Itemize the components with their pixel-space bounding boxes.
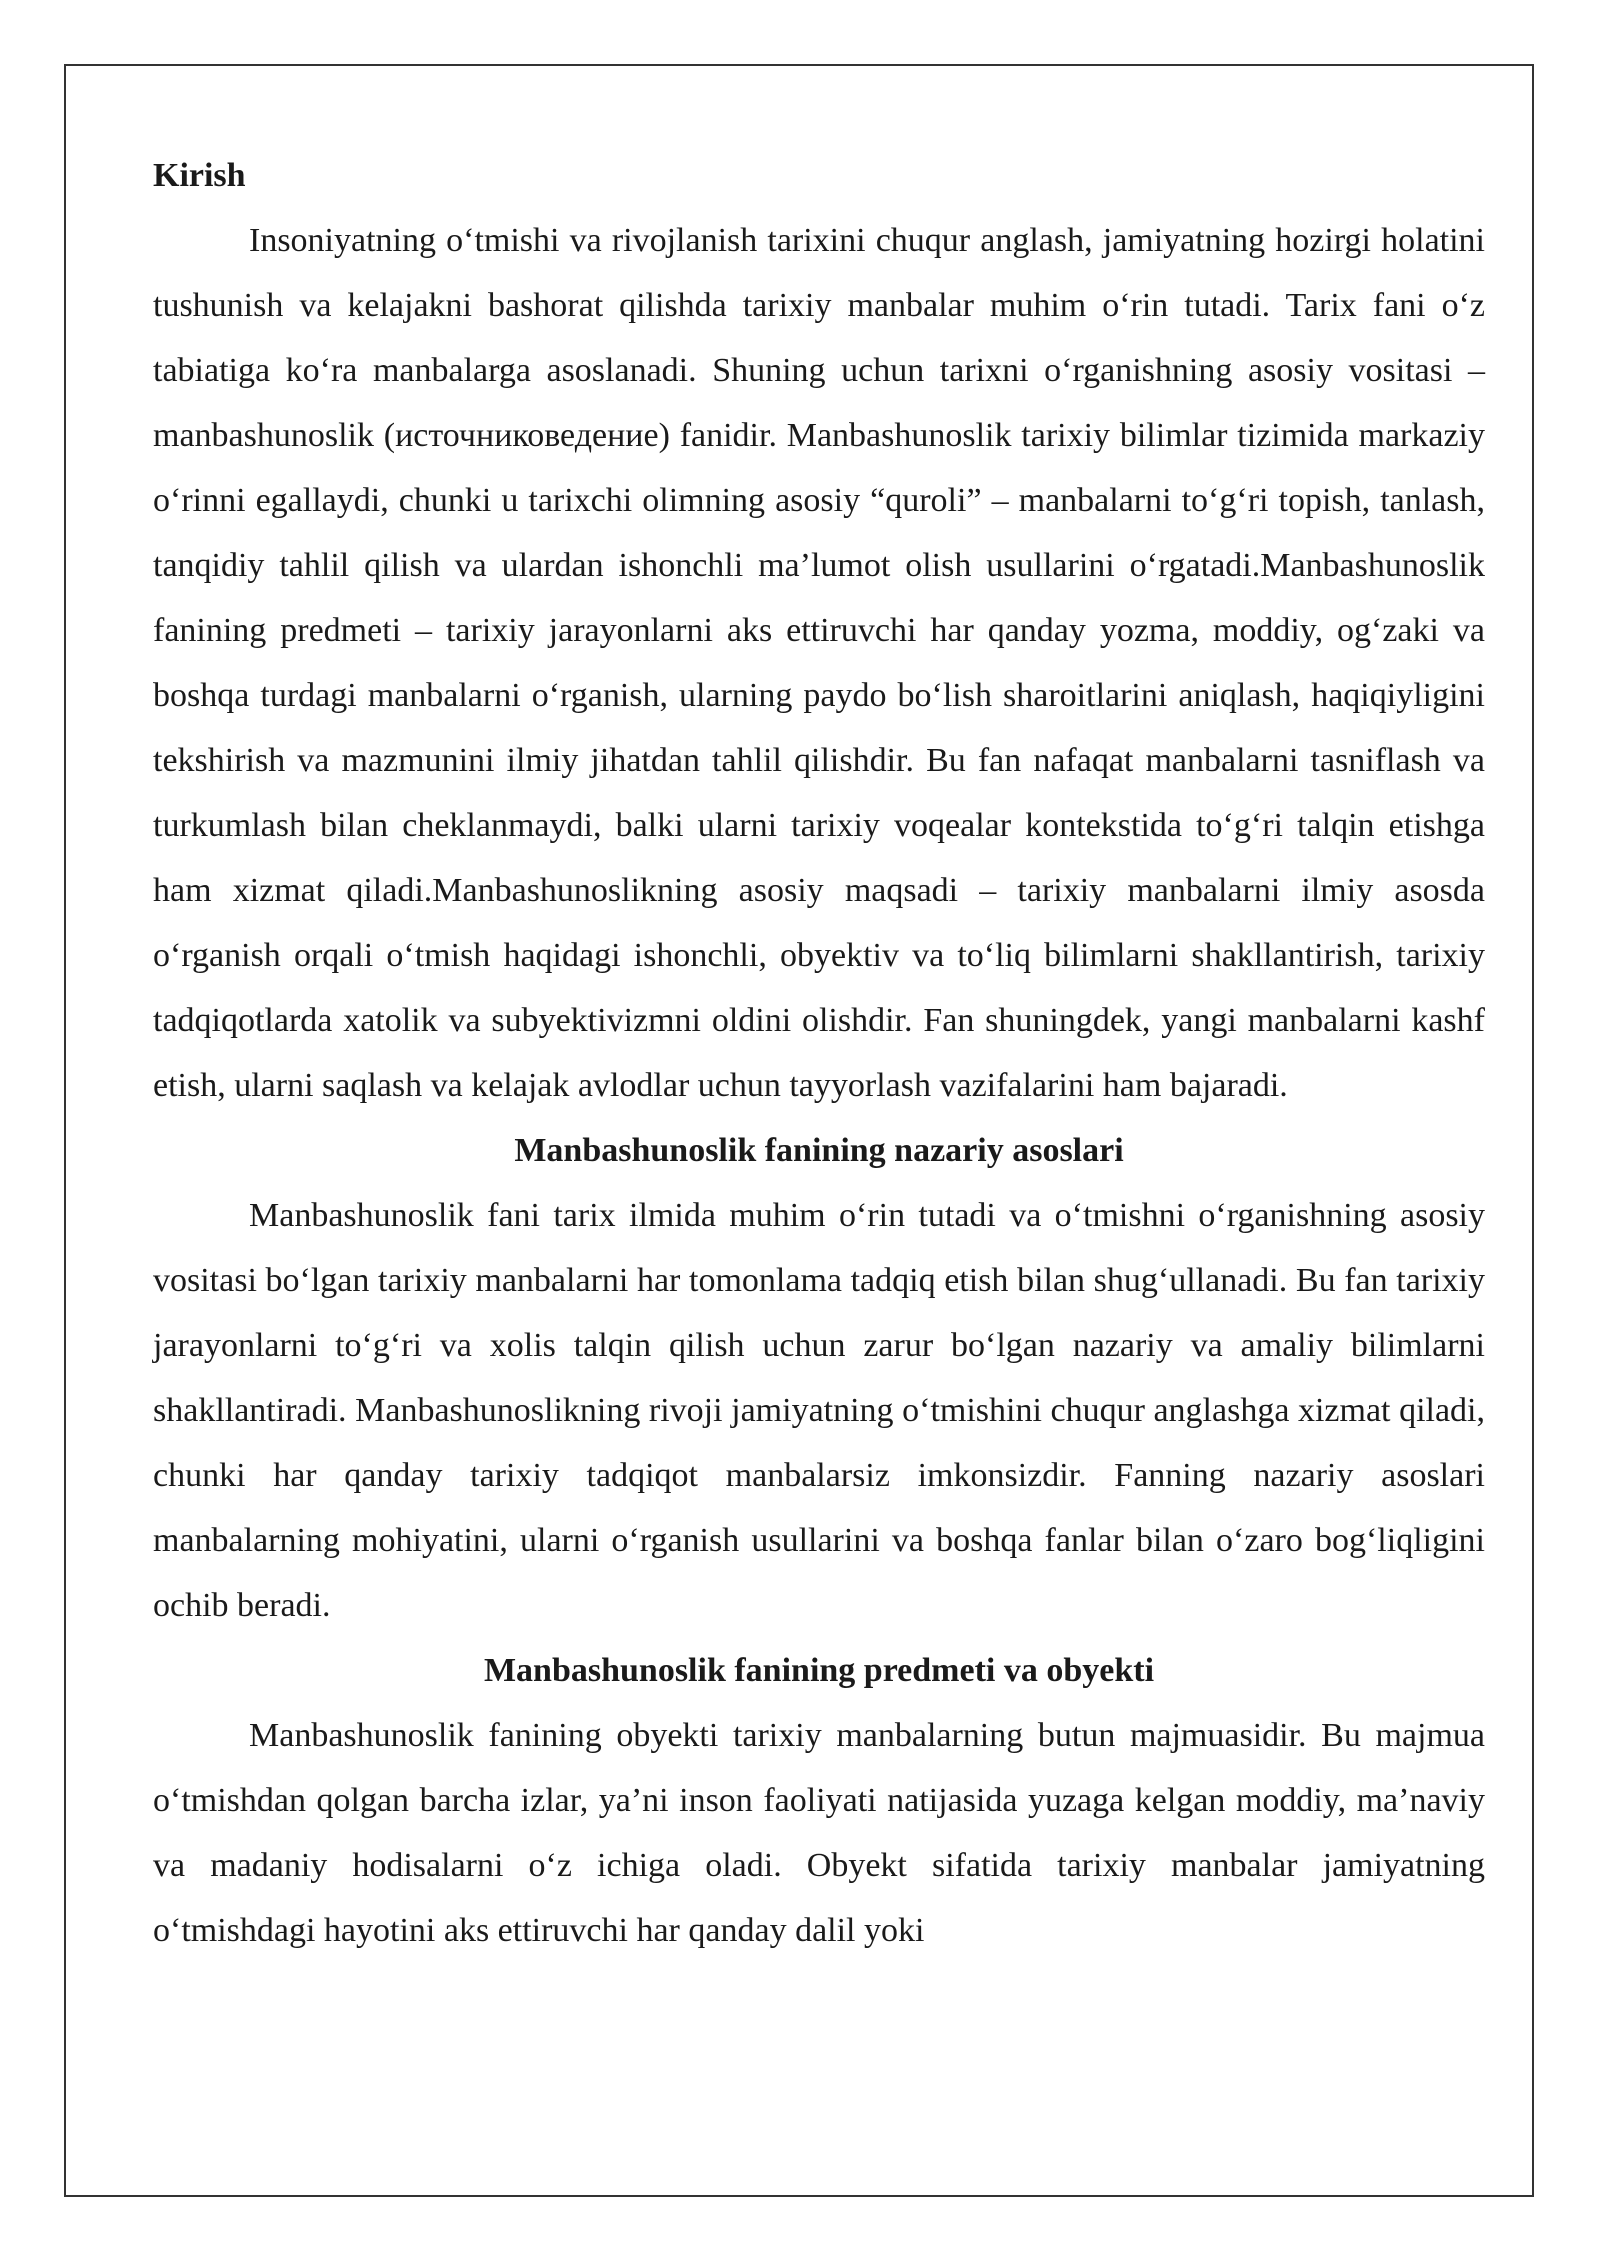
- intro-heading: Kirish: [153, 157, 246, 194]
- section-heading-theory: Manbashunoslik fanining nazariy asoslari: [514, 1132, 1124, 1169]
- intro-paragraph: Insoniyatning o‘tmishi va rivojlanish tarixini chuqur anglash, jamiyatning hozirgi holatini tushunish va kelajakni bashorat qilishda tarixiy manbalar muhim o‘rin tutadi. Tarix fani o‘z tabiatiga ko‘ra manbalarga asoslanadi. Shuning uchun tarixni o‘rganishning asosiy vositasi – manbashunoslik (источниковедение) fanidir. Manbashunoslik tarixiy bilimlar tizimida markaziy o‘rinni egallaydi, chunki u tarixchi olimning asosiy “quroli” – manbalarni to‘g‘ri topish, tanlash, tanqidiy tahlil qilish va ulardan ishonchli ma’lumot olish usullarini o‘rgatadi.Manbashunoslik fanining predmeti – tarixiy jarayonlarni aks ettiruvchi har qanday yozma, moddiy, og‘zaki va boshqa turdagi manbalarni o‘rganish, ularning paydo bo‘lish sharoitlarini aniqlash, haqiqiyligini tekshirish va mazmunini ilmiy jihatdan tahlil qilishdir. Bu fan nafaqat manbalarni tasniflash va turkumlash bilan cheklanmaydi, balki ularni tarixiy voqealar kontekstida to‘g‘ri talqin etishga ham xizmat qiladi.Manbashunoslikning asosiy maqsadi – tarixiy manbalarni ilmiy asosda o‘rganish orqali o‘tmish haqidagi ishonchli, obyektiv va to‘liq bilimlarni shakllantirish, tarixiy tadqiqotlarda xatolik va subyektivizmni oldini olishdir. Fan shuningdek, yangi manbalarni kashf etish, ularni saqlash va kelajak avlodlar uchun tayyorlash vazifalarini ham bajaradi.: [153, 222, 1485, 1104]
- document-body: [153, 143, 1485, 1963]
- section-heading-subject-object: Manbashunoslik fanining predmeti va obyekti: [483, 1652, 1155, 1689]
- section-paragraph-subject-object: Manbashunoslik fanining obyekti tarixiy manbalarning butun majmuasidir. Bu majmua o‘tmishdan qolgan barcha izlar, ya’ni inson faoliyati natijasida yuzaga kelgan moddiy, ma’naviy va madaniy hodisalarni o‘z ichiga oladi. Obyekt sifatida tarixiy manbalar jamiyatning o‘tmishdagi hayotini aks ettiruvchi har qanday dalil yoki: [153, 1717, 1485, 1949]
- section-paragraph-theory: Manbashunoslik fani tarix ilmida muhim o‘rin tutadi va o‘tmishni o‘rganishning asosiy vositasi bo‘lgan tarixiy manbalarni har tomonlama tadqiq etish bilan shug‘ullanadi. Bu fan tarixiy jarayonlarni to‘g‘ri va xolis talqin qilish uchun zarur bo‘lgan nazariy va amaliy bilimlarni shakllantiradi. Manbashunoslikning rivoji jamiyatning o‘tmishini chuqur anglashga xizmat qiladi, chunki har qanday tarixiy tadqiqot manbalarsiz imkonsizdir. Fanning nazariy asoslari manbalarning mohiyatini, ularni o‘rganish usullarini va boshqa fanlar bilan o‘zaro bog‘liqligini ochib beradi.: [153, 1197, 1485, 1624]
